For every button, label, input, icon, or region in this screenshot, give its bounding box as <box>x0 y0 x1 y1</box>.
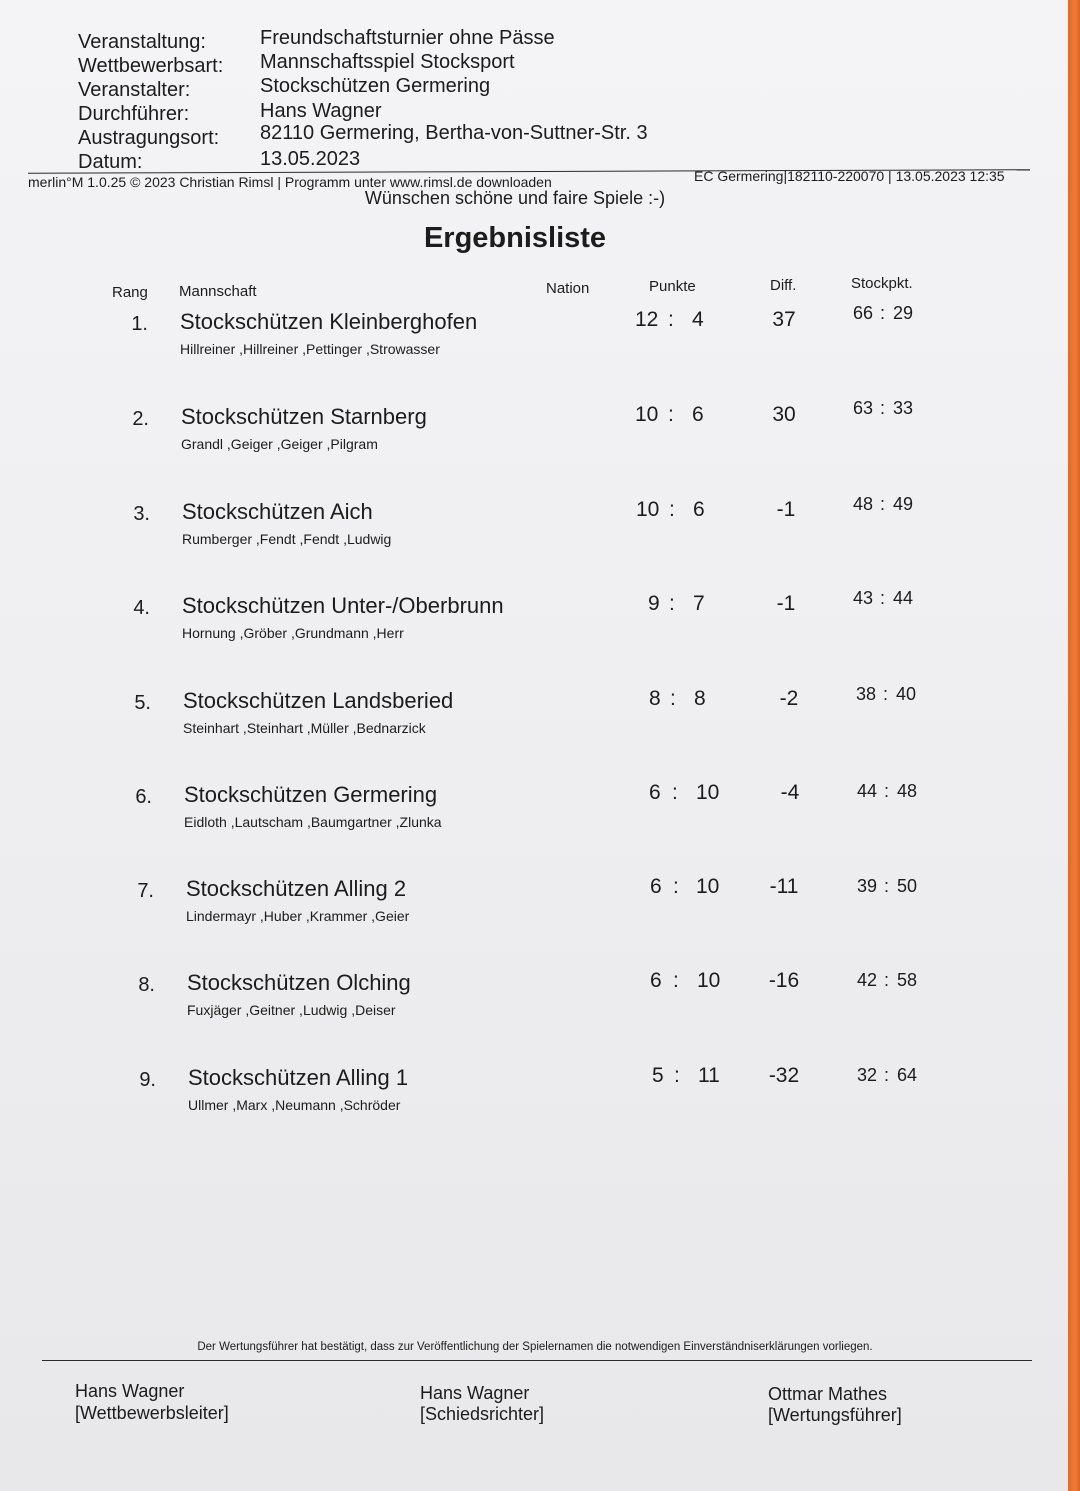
difference: -1 <box>776 498 796 521</box>
stock-points-for: 42 <box>857 970 878 990</box>
points-separator: : <box>672 781 678 804</box>
signature-role-referee: [Schiedsrichter] <box>420 1404 545 1424</box>
team-name: Stockschützen Kleinberghofen <box>180 309 478 334</box>
team-players: Eidloth ,Lautscham ,Baumgartner ,Zlunka <box>184 814 442 830</box>
orange-background-edge <box>1068 0 1080 1491</box>
stock-points-against: 40 <box>896 684 917 704</box>
points-won: 5 <box>652 1064 664 1087</box>
points-lost: 11 <box>698 1064 720 1087</box>
points-separator: : <box>673 969 679 992</box>
team-players: Fuxjäger ,Geitner ,Ludwig ,Deiser <box>187 1002 396 1018</box>
table-row <box>0 782 1068 862</box>
signature-name-scorekeeper: Ottmar Mathes <box>768 1384 888 1404</box>
table-row <box>0 588 1068 673</box>
table-row <box>0 1065 1068 1145</box>
col-stockpkt: Stockpkt. <box>851 275 913 292</box>
col-punkte: Punkte <box>649 278 696 295</box>
team-players: Steinhart ,Steinhart ,Müller ,Bednarzick <box>183 720 426 736</box>
stock-points-for: 38 <box>856 684 877 704</box>
points-separator: : <box>670 687 676 710</box>
points-won: 10 <box>636 498 660 521</box>
points-lost: 6 <box>693 498 705 521</box>
difference: -2 <box>779 687 799 710</box>
col-diff: Diff. <box>770 277 797 294</box>
team-name: Stockschützen Aich <box>182 499 373 524</box>
points-lost: 10 <box>697 969 721 992</box>
points-lost: 10 <box>696 781 720 804</box>
venue-label: Austragungsort: <box>78 127 220 149</box>
points-lost: 6 <box>692 403 704 426</box>
difference: 30 <box>772 403 796 426</box>
points-lost: 4 <box>692 308 704 331</box>
stock-points-separator: : <box>880 398 886 418</box>
rank: 1. <box>131 313 148 335</box>
points-separator: : <box>668 403 674 426</box>
stock-points-separator: : <box>884 1065 890 1085</box>
stock-points-for: 63 <box>853 398 874 418</box>
col-mannschaft: Mannschaft <box>179 283 257 300</box>
system-info: EC Germering|182110-220070 | 13.05.2023 12:35 <box>694 168 1005 184</box>
team-players: Lindermayr ,Huber ,Krammer ,Geier <box>186 908 410 924</box>
col-rang: Rang <box>112 284 148 301</box>
organizer-value: Stockschützen Germering <box>260 75 491 97</box>
competition-type-value: Mannschaftsspiel Stocksport <box>260 51 515 73</box>
points-won: 8 <box>649 687 661 710</box>
competition-type-label: Wettbewerbsart: <box>78 55 224 77</box>
difference: -4 <box>780 781 800 804</box>
page-title: Ergebnisliste <box>423 222 607 254</box>
date-label: Datum: <box>78 151 143 173</box>
stock-points-separator: : <box>880 303 886 323</box>
venue-value: 82110 Germering, Bertha-von-Suttner-Str. 3 <box>260 122 648 144</box>
team-name: Stockschützen Starnberg <box>181 404 427 429</box>
difference: -11 <box>769 875 799 898</box>
signature-role-scorekeeper: [Wertungsführer] <box>768 1405 902 1425</box>
team-name: Stockschützen Olching <box>187 970 411 995</box>
organizer-label: Veranstalter: <box>78 79 191 101</box>
stock-points-separator: : <box>884 970 890 990</box>
stock-points-for: 32 <box>857 1065 878 1085</box>
stock-points-for: 66 <box>853 303 874 323</box>
difference: 37 <box>772 308 796 331</box>
points-lost: 8 <box>694 687 706 710</box>
points-separator: : <box>674 1064 680 1087</box>
team-players: Hornung ,Gröber ,Grundmann ,Herr <box>182 625 404 641</box>
table-row <box>0 303 1068 389</box>
rank: 9. <box>139 1069 156 1091</box>
table-row <box>0 970 1068 1050</box>
points-won: 10 <box>635 403 659 426</box>
team-players: Rumberger ,Fendt ,Fendt ,Ludwig <box>182 531 392 547</box>
rank: 6. <box>135 786 152 808</box>
rank: 3. <box>133 503 150 525</box>
rank: 7. <box>137 880 154 902</box>
team-name: Stockschützen Landsberied <box>183 688 454 713</box>
points-won: 6 <box>650 875 662 898</box>
signature-name-referee: Hans Wagner <box>420 1383 530 1403</box>
stock-points-against: 33 <box>893 398 914 418</box>
points-won: 6 <box>649 781 661 804</box>
points-won: 9 <box>648 592 660 615</box>
stock-points-separator: : <box>883 684 889 704</box>
points-separator: : <box>669 592 675 615</box>
consent-notice: Der Wertungsführer hat bestätigt, dass zur Veröffentlichung der Spielernamen die notwendigen Einverständniserklärungen vorliegen. <box>197 1341 873 1353</box>
stock-points-separator: : <box>880 494 886 514</box>
stock-points-against: 50 <box>897 876 918 896</box>
team-name: Stockschützen Alling 1 <box>188 1065 409 1090</box>
team-name: Stockschützen Germering <box>184 782 438 807</box>
rank: 2. <box>132 408 149 430</box>
difference: -32 <box>768 1064 800 1087</box>
signature-role-competition-lead: [Wettbewerbsleiter] <box>75 1403 229 1423</box>
table-row <box>0 684 1068 768</box>
stock-points-against: 64 <box>897 1065 918 1085</box>
stock-points-against: 44 <box>893 588 914 608</box>
points-separator: : <box>669 498 675 521</box>
footer-rule <box>42 1360 1032 1361</box>
stock-points-for: 43 <box>853 588 874 608</box>
difference: -1 <box>776 592 796 615</box>
stock-points-against: 29 <box>893 303 914 323</box>
table-row <box>0 398 1068 484</box>
table-row <box>0 876 1068 956</box>
stock-points-for: 48 <box>853 494 874 514</box>
team-players: Grandl ,Geiger ,Geiger ,Pilgram <box>181 436 378 452</box>
points-lost: 7 <box>693 592 705 615</box>
stock-points-against: 49 <box>893 494 914 514</box>
signature-name-competition-lead: Hans Wagner <box>75 1381 185 1401</box>
team-players: Hillreiner ,Hillreiner ,Pettinger ,Strowasser <box>180 341 440 357</box>
team-name: Stockschützen Unter-/Oberbrunn <box>182 593 504 618</box>
points-separator: : <box>673 875 679 898</box>
stock-points-separator: : <box>880 588 886 608</box>
points-lost: 10 <box>696 875 720 898</box>
stock-points-separator: : <box>884 876 890 896</box>
col-nation: Nation <box>546 280 590 297</box>
stock-points-separator: : <box>884 781 890 801</box>
wishes-text: Wünschen schöne und faire Spiele :-) <box>364 188 666 208</box>
points-won: 6 <box>650 969 662 992</box>
rank: 5. <box>134 692 151 714</box>
event-value: Freundschaftsturnier ohne Pässe <box>260 27 555 49</box>
rank: 4. <box>133 597 150 619</box>
date-value: 13.05.2023 <box>260 148 361 170</box>
points-won: 12 <box>635 308 659 331</box>
event-label: Veranstaltung: <box>78 31 206 53</box>
points-separator: : <box>668 308 674 331</box>
stock-points-for: 39 <box>857 876 878 896</box>
team-players: Ullmer ,Marx ,Neumann ,Schröder <box>188 1097 401 1113</box>
executor-value: Hans Wagner <box>260 100 382 122</box>
software-info: merlin°M 1.0.25 © 2023 Christian Rimsl | Programm unter www.rimsl.de downloaden <box>28 174 552 190</box>
table-row <box>0 494 1068 579</box>
team-name: Stockschützen Alling 2 <box>186 876 407 901</box>
stock-points-against: 58 <box>897 970 918 990</box>
rank: 8. <box>138 974 155 996</box>
stock-points-against: 48 <box>897 781 918 801</box>
stock-points-for: 44 <box>857 781 878 801</box>
difference: -16 <box>768 969 800 992</box>
executor-label: Durchführer: <box>78 103 190 125</box>
